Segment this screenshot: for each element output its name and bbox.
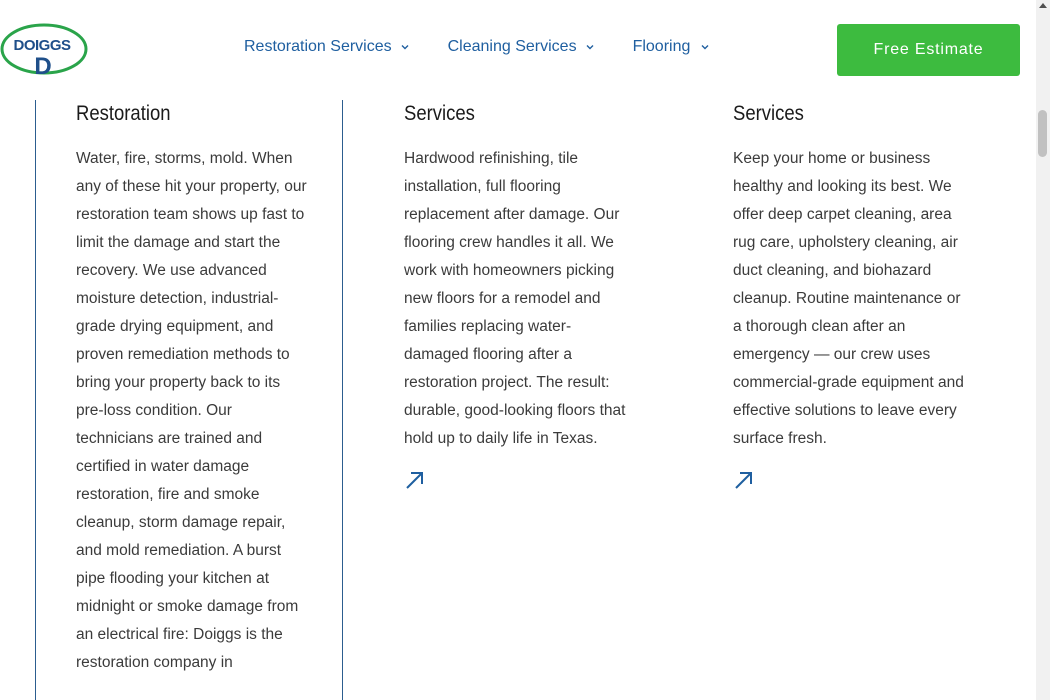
main-nav (244, 38, 710, 56)
card-description: Water, fire, storms, mold. When any of these hit your property, our restoration team shows up fast to limit the damage and start the recovery. We use advanced moisture detection, industrial-grade drying equipment, and proven remediation methods to bring your property back to its pre-loss condition. Our technicians are trained and certified in water damage restoration, fire and smoke cleanup, storm damage repair, and mold remediation. A burst pipe flooding your kitchen at midnight or smoke damage from an electrical fire: Doiggs is the restoration company in (76, 150, 307, 671)
page-scrollbar[interactable] (1036, 0, 1050, 700)
column-divider-middle (342, 100, 343, 700)
service-card-restoration (76, 100, 308, 677)
free-estimate-button[interactable]: Free Estimate (837, 24, 1020, 76)
card-title: Restoration (76, 102, 171, 125)
scroll-up-arrow-icon[interactable] (1039, 3, 1047, 8)
chevron-down-icon (400, 42, 410, 52)
card-description: Hardwood refinishing, tile installation, full flooring replacement after damage. Our flooring crew handles it all. We work with homeowners picking new floors for a remodel and families replacing water-damaged flooring after a restoration project. The result: durable, good-looking floors that hold up to daily life in Texas. (404, 150, 626, 447)
scrollbar-thumb[interactable] (1038, 110, 1047, 157)
service-card-flooring (404, 100, 632, 491)
service-card-cleaning (733, 100, 965, 491)
arrow-up-right-icon[interactable] (733, 469, 755, 491)
arrow-up-right-icon[interactable] (404, 469, 426, 491)
chevron-down-icon (585, 42, 595, 52)
logo-text-top: DOIGGS (13, 37, 71, 54)
card-title: Services (404, 102, 475, 125)
doiggs-logo[interactable] (0, 22, 88, 78)
logo-text-letter: D (34, 53, 52, 78)
nav-item-label: Cleaning Services (447, 38, 577, 55)
site-header (0, 0, 1036, 100)
card-title: Services (733, 102, 804, 125)
nav-item-restoration-services[interactable] (244, 38, 410, 56)
column-divider-left (35, 100, 36, 700)
card-description: Keep your home or business healthy and looking its best. We offer deep carpet cleaning, area rug care, upholstery cleaning, air duct cleaning, and biohazard cleanup. Routine maintenance or a thorough clean after an emergency — our crew uses commercial-grade equipment and effective solutions to leave every surface fresh. (733, 150, 964, 447)
chevron-down-icon (700, 42, 710, 52)
nav-item-cleaning-services[interactable] (448, 38, 595, 56)
nav-item-label: Restoration Services (244, 38, 392, 55)
nav-item-flooring[interactable] (633, 38, 711, 56)
nav-item-label: Flooring (632, 38, 691, 55)
